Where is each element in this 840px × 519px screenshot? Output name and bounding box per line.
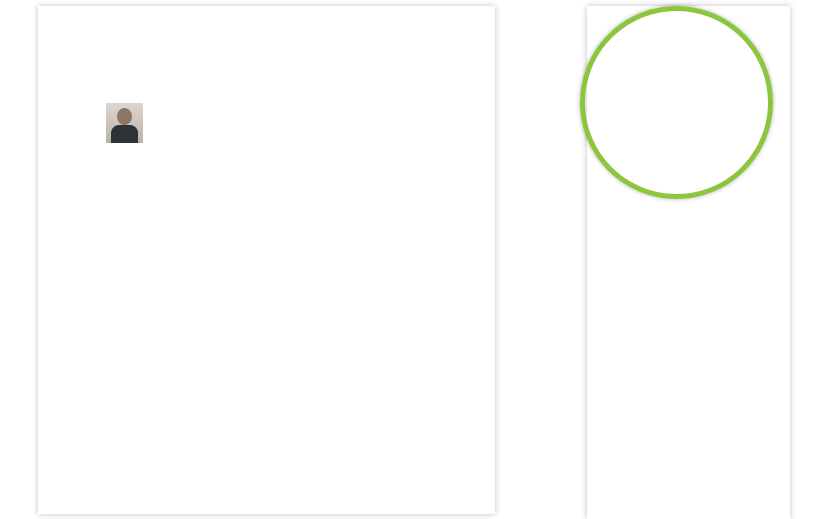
infographic-page <box>587 6 790 519</box>
author-photo-body <box>111 125 138 143</box>
author-photo <box>106 103 143 143</box>
text-column-2 <box>150 109 252 511</box>
tea-bar-chart <box>587 6 790 519</box>
newspaper-page <box>38 6 495 514</box>
text-column-1 <box>44 147 141 511</box>
chart-side-legend <box>717 322 785 330</box>
author-photo-head <box>117 108 132 125</box>
text-column-4 <box>373 109 475 511</box>
text-column-3 <box>262 109 364 511</box>
kicker <box>44 9 489 21</box>
